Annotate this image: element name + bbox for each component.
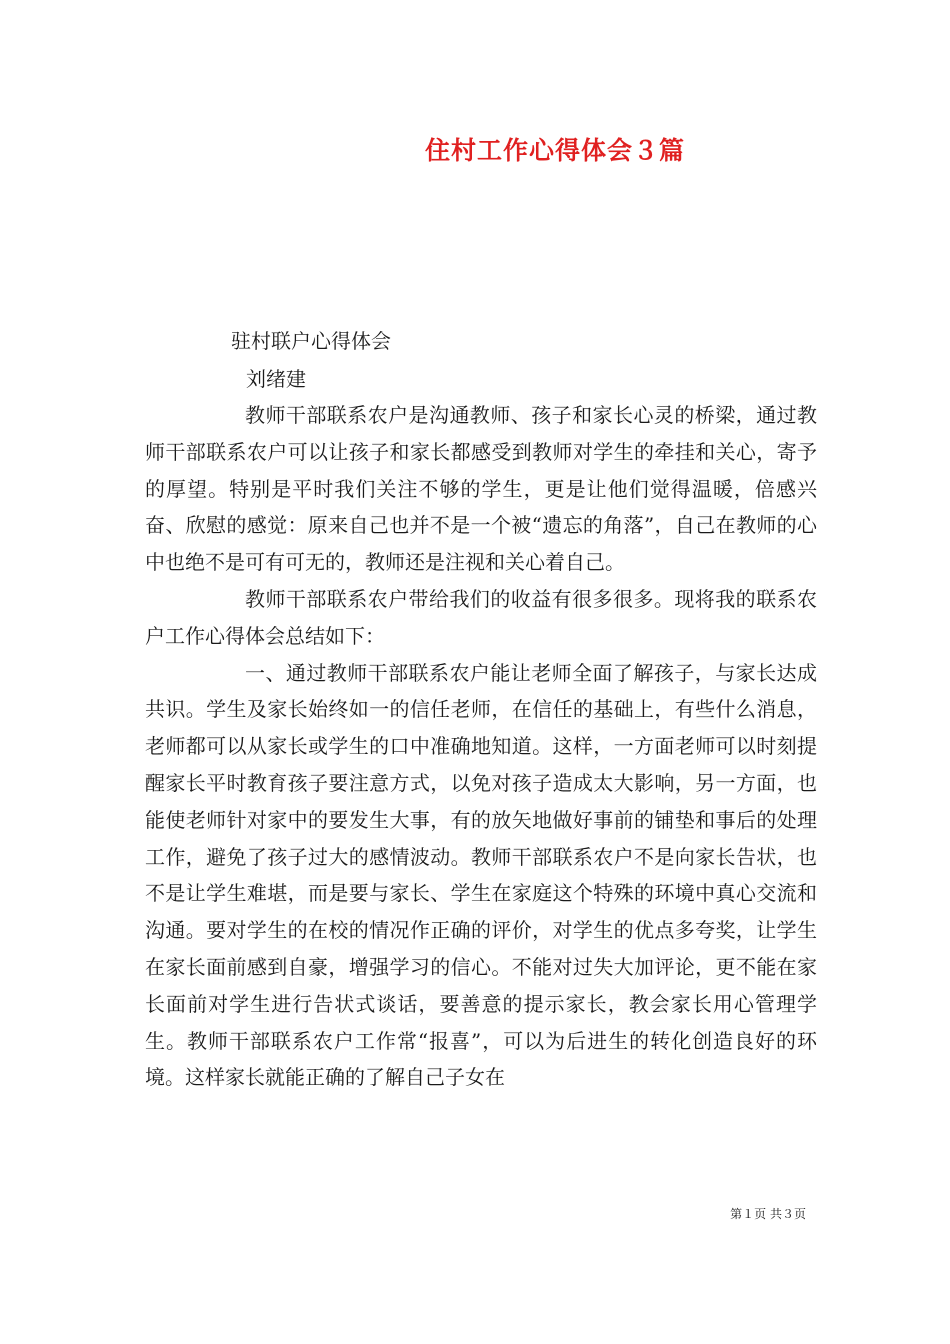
- author-name: 刘绪建: [246, 367, 306, 391]
- paragraph: 教师干部联系农户带给我们的收益有很多很多。现将我的联系农户工作心得体会总结如下：: [145, 586, 817, 648]
- paragraph: 一、通过教师干部联系农户能让老师全面了解孩子，与家长达成共识。学生及家长始终如一的信任老师，在信任的基础上，有些什么消息，老师都可以从家长或学生的口中准确地知道。这样，一方面老师可以时刻提醒家长平时教育孩子要注意方式，以免对孩子造成太大影响，另一方面，也能使老师针对家中的要发生大事，有的放矢地做好事前的铺垫和事后的处理工作，避免了孩子过大的感情波动。教师干部联系农户不是向家长告状，也不是让学生难堪，而是要与家长、学生在家庭这个特殊的环境中真心交流和沟通。要对学生的在校的情况作正确的评价，对学生的优点多夸奖，让学生在家长面前感到自豪，增强学习的信心。不能对过失大加评论，更不能在家长面前对学生进行告状式谈话，要善意的提示家长，教会家长用心管理学生。教师干部联系农户工作常“报喜”，可以为后进生的转化创造良好的环境。这样家长就能正确的了解自己子女在: [145, 660, 817, 1090]
- document-title: 住村工作心得体会３篇: [424, 136, 685, 165]
- document-subtitle: 驻村联户心得体会: [231, 329, 391, 353]
- page-number: 第１页 共３页: [730, 1207, 806, 1221]
- document-body: [145, 397, 817, 1096]
- paragraph: 教师干部联系农户是沟通教师、孩子和家长心灵的桥梁，通过教师干部联系农户可以让孩子和家长都感受到教师对学生的牵挂和关心，寄予的厚望。特别是平时我们关注不够的学生，更是让他们觉得温暖，倍感兴奋、欣慰的感觉：原来自己也并不是一个被“遗忘的角落”，自己在教师的心中也绝不是可有可无的，教师还是注视和关心着自己。: [145, 403, 817, 575]
